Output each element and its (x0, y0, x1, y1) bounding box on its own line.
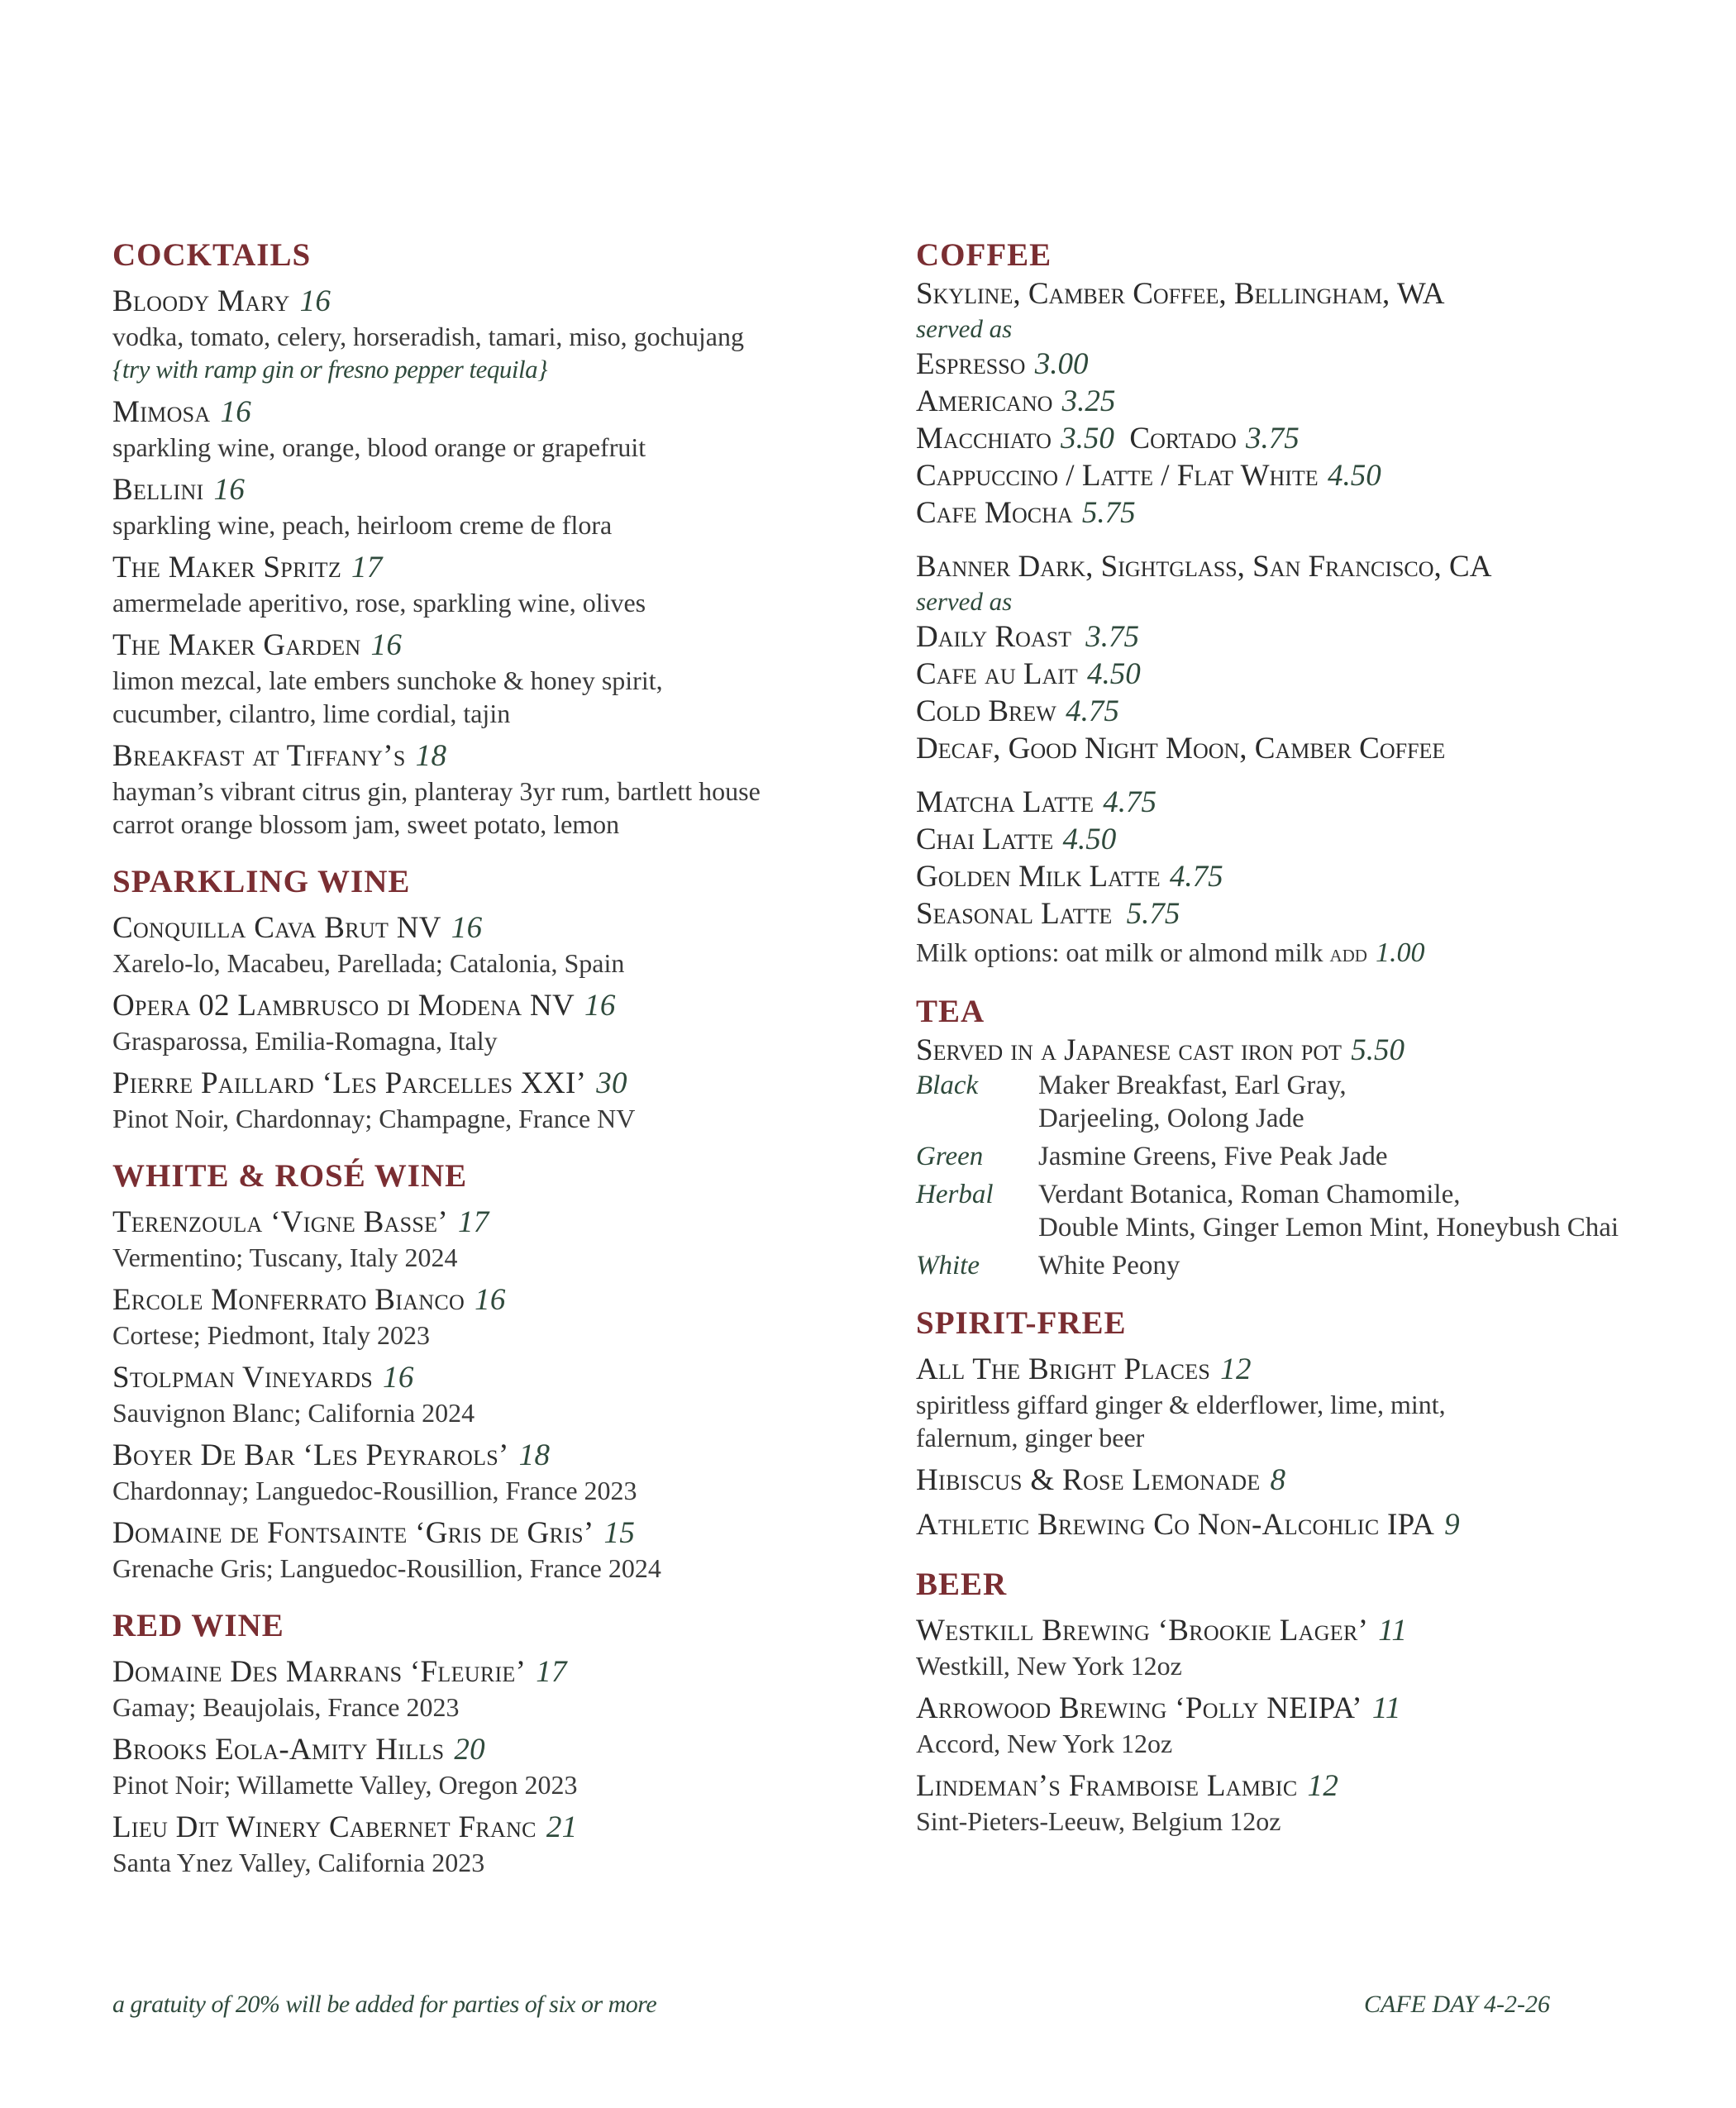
item-description: Accord, New York 12oz (916, 1729, 1173, 1758)
item-price: 21 (546, 1810, 578, 1844)
item-name (112, 550, 856, 586)
item-name (112, 1066, 856, 1102)
tea-row-herbal (916, 1178, 1710, 1244)
menu-item-lindeman-s-framboise-lambic (916, 1768, 1710, 1838)
menu-item-terenzoula-vigne-basse (112, 1204, 856, 1274)
item-description: Vermentino; Tuscany, Italy 2024 (112, 1242, 458, 1272)
coffee-cappuccino: Cappuccino / Latte / Flat White 4.50 (916, 459, 1381, 493)
item-description: amermelade aperitivo, rose, sparkling wine, olives (112, 588, 646, 618)
coffee-roaster-skyline: Skyline, Camber Coffee, Bellingham, WA (916, 277, 1445, 311)
gratuity-note: a gratuity of 20% will be added for parties of six or more (112, 1991, 657, 2018)
item-name-text: Brooks Eola-Amity Hills (112, 1733, 445, 1767)
item-name-text: Bellini (112, 473, 204, 507)
menu-item-mimosa (112, 394, 856, 464)
item-name (112, 1360, 856, 1396)
section-title-cocktails: COCKTAILS (112, 237, 312, 273)
item-name (112, 394, 856, 431)
item-price: 17 (536, 1655, 567, 1689)
spirit-free-section (916, 1304, 1710, 1543)
item-name-text: Terenzoula ‘Vigne Basse’ (112, 1205, 448, 1239)
item-price: 16 (383, 1361, 414, 1395)
item-name (916, 1462, 1710, 1499)
item-price: 16 (213, 473, 246, 507)
item-price: 16 (451, 911, 483, 945)
menu-item-all-the-bright-places (916, 1352, 1710, 1454)
tea-type: White (916, 1251, 980, 1281)
menu-item-stolpman-vineyards (112, 1360, 856, 1429)
item-price: 16 (299, 284, 331, 318)
item-price: 16 (220, 395, 252, 429)
coffee-golden-milk: Golden Milk Latte 4.75 (916, 860, 1223, 894)
item-name-text: Opera 02 Lambrusco di Modena NV (112, 989, 575, 1023)
item-description: Westkill, New York 12oz (916, 1651, 1182, 1681)
item-price: 11 (1378, 1614, 1408, 1648)
tea-row-white (916, 1249, 1710, 1282)
menu-item-boyer-de-bar-les-peyrarols (112, 1438, 856, 1507)
menu-item-the-maker-garden (112, 627, 856, 730)
item-name (916, 1507, 1710, 1543)
tea-varieties (1038, 1249, 1710, 1282)
coffee-seasonal: Seasonal Latte 5.75 (916, 897, 1180, 931)
item-name-text: The Maker Garden (112, 628, 361, 662)
item-name (112, 627, 856, 664)
item-name-text: Ercole Monferrato Bianco (112, 1283, 465, 1317)
menu-item-breakfast-at-tiffany-s (112, 738, 856, 841)
item-name (112, 1282, 856, 1319)
tea-variety-line: Double Mints, Ginger Lemon Mint, Honeybush Chai (1038, 1213, 1619, 1242)
coffee-decaf: Decaf, Good Night Moon, Camber Coffee (916, 732, 1446, 765)
menu-item-the-maker-spritz (112, 550, 856, 619)
beer-section (916, 1565, 1710, 1838)
item-name-text: Lindeman’s Framboise Lambic (916, 1769, 1298, 1803)
item-name-text: Conquilla Cava Brut NV (112, 911, 441, 945)
tea-row-green (916, 1140, 1710, 1173)
item-name (112, 1515, 856, 1552)
item-description: Sauvignon Blanc; California 2024 (112, 1398, 475, 1428)
menu-item-pierre-paillard-les-parcelles-xxi (112, 1066, 856, 1135)
tea-section (916, 992, 1710, 1282)
tea-variety-line: Darjeeling, Oolong Jade (1038, 1104, 1304, 1133)
item-price: 20 (454, 1733, 485, 1767)
coffee-roaster-banner: Banner Dark, Sightglass, San Francisco, CA (916, 550, 1492, 584)
item-description: hayman’s vibrant citrus gin, planteray 3yr rum, bartlett house (112, 776, 761, 806)
coffee-americano: Americano 3.25 (916, 384, 1116, 418)
item-price: 16 (370, 628, 403, 662)
item-name (112, 1204, 856, 1241)
section-red-wine (112, 1606, 856, 1879)
item-description: Grenache Gris; Languedoc-Rousillion, France 2024 (112, 1553, 661, 1583)
item-description: spiritless giffard ginger & elderflower, lime, mint, (916, 1390, 1446, 1419)
tea-varieties (1038, 1140, 1710, 1173)
item-description: Gamay; Beaujolais, France 2023 (112, 1692, 460, 1722)
tea-variety-line: White Peony (1038, 1251, 1180, 1281)
tea-varieties (1038, 1069, 1710, 1135)
left-column (112, 236, 856, 1897)
menu-item-conquilla-cava-brut-nv (112, 910, 856, 980)
item-price: 16 (584, 989, 616, 1023)
item-name-text: Westkill Brewing ‘Brookie Lager’ (916, 1614, 1369, 1648)
menu-item-ercole-monferrato-bianco (112, 1282, 856, 1352)
tea-varieties (1038, 1178, 1710, 1244)
section-title-tea: TEA (916, 994, 985, 1029)
menu-item-opera-02-lambrusco-di-modena-nv (112, 988, 856, 1057)
section-title-sparkling-wine: SPARKLING WINE (112, 864, 411, 899)
item-name-text: The Maker Spritz (112, 551, 342, 584)
item-name-text: Pierre Paillard ‘Les Parcelles XXI’ (112, 1066, 587, 1100)
item-description: sparkling wine, peach, heirloom creme de flora (112, 510, 613, 540)
menu-item-arrowood-brewing-polly-neipa (916, 1691, 1710, 1760)
section-title-white-ros-wine: WHITE & ROSÉ WINE (112, 1158, 468, 1194)
item-description: vodka, tomato, celery, horseradish, tamari, miso, gochujang (112, 322, 744, 351)
item-name (112, 1810, 856, 1846)
item-name-text: Boyer De Bar ‘Les Peyrarols’ (112, 1438, 509, 1472)
item-price: 9 (1444, 1508, 1460, 1542)
item-price: 17 (351, 551, 383, 584)
item-name (916, 1691, 1710, 1727)
item-description: Pinot Noir; Willamette Valley, Oregon 2023 (112, 1770, 578, 1800)
item-name (112, 988, 856, 1024)
coffee-macchiato-cortado: Macchiato 3.50 Cortado 3.75 (916, 422, 1300, 455)
section-title-beer: BEER (916, 1567, 1008, 1602)
right-column (916, 236, 1710, 1856)
menu-date-stamp: CAFE DAY 4-2-26 (1364, 1991, 1550, 2018)
item-name-text: Lieu Dit Winery Cabernet Franc (112, 1810, 537, 1844)
coffee-chai: Chai Latte 4.50 (916, 823, 1117, 856)
item-description: Xarelo-lo, Macabeu, Parellada; Catalonia, Spain (112, 948, 625, 978)
item-description: Santa Ynez Valley, California 2023 (112, 1848, 485, 1877)
item-description: Pinot Noir, Chardonnay; Champagne, France NV (112, 1104, 636, 1133)
item-price: 30 (596, 1066, 627, 1100)
tea-row-black (916, 1069, 1710, 1135)
served-as-label: served as (916, 587, 1013, 616)
served-as-label: served as (916, 314, 1013, 343)
item-name-text: Domaine Des Marrans ‘Fleurie’ (112, 1655, 527, 1689)
item-description: sparkling wine, orange, blood orange or grapefruit (112, 432, 646, 462)
coffee-section (916, 236, 1710, 971)
item-price: 11 (1371, 1691, 1401, 1725)
menu-item-westkill-brewing-brookie-lager (916, 1613, 1710, 1682)
section-title-spirit-free: SPIRIT-FREE (916, 1305, 1127, 1341)
coffee-espresso: Espresso 3.00 (916, 347, 1089, 381)
section-white-ros-wine (112, 1157, 856, 1585)
section-cocktails (112, 236, 856, 841)
coffee-matcha: Matcha Latte 4.75 (916, 785, 1157, 819)
item-name-text: Breakfast at Tiffany’s (112, 739, 406, 773)
coffee-cold-brew: Cold Brew 4.75 (916, 694, 1119, 728)
item-name-text: All The Bright Places (916, 1352, 1211, 1386)
menu-item-domaine-des-marrans-fleurie (112, 1654, 856, 1724)
item-name-text: Hibiscus & Rose Lemonade (916, 1463, 1261, 1497)
item-name (916, 1613, 1710, 1649)
menu-item-lieu-dit-winery-cabernet-franc (112, 1810, 856, 1879)
item-price: 16 (475, 1283, 506, 1317)
section-title-coffee: COFFEE (916, 237, 1052, 273)
item-description: carrot orange blossom jam, sweet potato, lemon (112, 809, 620, 839)
section-title-red-wine: RED WINE (112, 1608, 284, 1643)
item-name-text: Arrowood Brewing ‘Polly NEIPA’ (916, 1691, 1362, 1725)
item-price: 17 (458, 1205, 489, 1239)
item-description: limon mezcal, late embers sunchoke & honey spirit, (112, 665, 663, 695)
item-name (112, 1654, 856, 1691)
tea-list (916, 1069, 1710, 1282)
tea-type: Black (916, 1071, 979, 1100)
tea-variety-line: Jasmine Greens, Five Peak Jade (1038, 1142, 1388, 1171)
menu-item-brooks-eola-amity-hills (112, 1732, 856, 1801)
item-price: 15 (603, 1516, 636, 1550)
item-description: Grasparossa, Emilia-Romagna, Italy (112, 1026, 498, 1056)
tea-type: Green (916, 1142, 984, 1171)
item-name (916, 1768, 1710, 1805)
item-name (112, 1732, 856, 1768)
tea-heading: Served in a Japanese cast iron pot 5.50 (916, 1033, 1405, 1067)
item-name-text: Bloody Mary (112, 284, 290, 318)
coffee-daily-roast: Daily Roast 3.75 (916, 620, 1140, 654)
tea-variety-line: Verdant Botanica, Roman Chamomile, (1038, 1180, 1461, 1209)
menu-item-domaine-de-fontsainte-gris-de-gris (112, 1515, 856, 1585)
menu-item-bellini (112, 472, 856, 541)
item-description: Sint-Pieters-Leeuw, Belgium 12oz (916, 1806, 1281, 1836)
tea-type: Herbal (916, 1180, 994, 1209)
item-price: 12 (1220, 1352, 1252, 1386)
item-description: Chardonnay; Languedoc-Rousillion, France 2023 (112, 1476, 637, 1505)
item-price: 18 (518, 1438, 551, 1472)
item-name-text: Stolpman Vineyards (112, 1361, 374, 1395)
tea-variety-line: Maker Breakfast, Earl Gray, (1038, 1071, 1347, 1100)
item-description: cucumber, cilantro, lime cordial, tajin (112, 699, 511, 728)
item-name (112, 1438, 856, 1474)
milk-options: Milk options: oat milk or almond milk add 1.00 (916, 937, 1425, 968)
item-description: falernum, ginger beer (916, 1423, 1145, 1452)
item-name-text: Mimosa (112, 395, 211, 429)
item-name (112, 738, 856, 775)
coffee-au-lait: Cafe au Lait 4.50 (916, 657, 1141, 691)
menu-item-athletic-brewing-co-non-alcohlic-ipa (916, 1507, 1710, 1543)
item-price: 8 (1270, 1463, 1286, 1497)
item-description: Cortese; Piedmont, Italy 2023 (112, 1320, 430, 1350)
item-name (112, 472, 856, 508)
coffee-mocha: Cafe Mocha 5.75 (916, 496, 1136, 530)
item-name (112, 910, 856, 947)
item-name (916, 1352, 1710, 1388)
item-price: 12 (1307, 1769, 1339, 1803)
menu-item-bloody-mary (112, 284, 856, 386)
item-tip: {try with ramp gin or fresno pepper tequila} (112, 355, 548, 384)
menu-item-hibiscus-rose-lemonade (916, 1462, 1710, 1499)
item-name (112, 284, 856, 320)
item-price: 18 (415, 739, 447, 773)
section-sparkling-wine (112, 862, 856, 1135)
item-name-text: Domaine de Fontsainte ‘Gris de Gris’ (112, 1516, 594, 1550)
item-name-text: Athletic Brewing Co Non-Alcohlic IPA (916, 1508, 1435, 1542)
